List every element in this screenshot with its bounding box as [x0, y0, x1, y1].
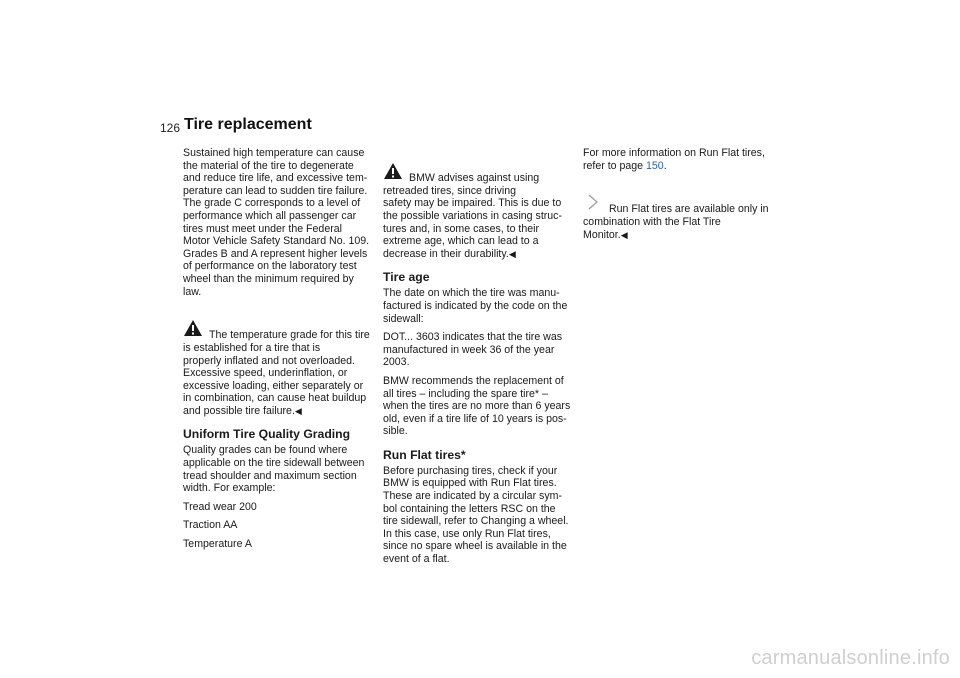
replacement-paragraph: BMW recommends the replacement of all tires – including the spare tire* – when the tires are no more than 6 years old, even if a tire life of 10 years is pos- sible.	[383, 374, 571, 438]
page-title: Tire replacement	[184, 116, 312, 133]
temperature-paragraph: Sustained high temperature can cause the material of the tire to degenerate and reduce tire life, and excessive tem- perature can lead to sudden tire failure. The grade C corresponds to a level of performance which all passenger car tires must meet under the Federal Motor Vehicle Safety Standard No. 109. Grades B and A represent higher levels of performance on the laboratory test wheel than the minimum required by law.	[183, 147, 370, 298]
example-tread-wear: Tread wear 200	[183, 500, 257, 513]
more-info-text: For more information on Run Flat tires, refer to page	[583, 147, 765, 172]
end-mark: ◀	[508, 248, 516, 259]
tire-age-paragraph: The date on which the tire was manu- factured is indicated by the code on the sidewall:	[383, 287, 568, 325]
info-text: Run Flat tires are available only in combination with the Flat Tire Monitor.	[583, 203, 769, 241]
column-3	[583, 147, 779, 249]
section-heading-utqg: Uniform Tire Quality Grading	[183, 427, 351, 442]
page-link-150[interactable]: 150	[646, 159, 664, 172]
more-info-paragraph	[583, 147, 779, 172]
end-mark: ◀	[294, 405, 302, 416]
warning-triangle-icon	[183, 318, 203, 338]
page-number: 126	[160, 121, 181, 135]
dot-code-paragraph: DOT... 3603 indicates that the tire was manufactured in week 36 of the year 2003.	[383, 331, 563, 369]
column-1	[183, 147, 379, 557]
temperature-warning-note	[183, 304, 379, 417]
warning-text: BMW advises against using retreaded tires, since driving safety may be impaired. This is due to the possible variations in casing struc- tures and, in some cases, to their extreme age, which can lead to a decrease in their durability.	[383, 172, 563, 260]
utqg-paragraph: Quality grades can be found where applicable on the tire sidewall between tread shoulder and maximum section width. For example:	[183, 444, 365, 495]
section-heading-tire-age: Tire age	[383, 270, 430, 285]
example-traction: Traction AA	[183, 519, 238, 532]
run-flat-info-note	[583, 178, 779, 241]
more-info-end: .	[663, 159, 667, 172]
column-2	[383, 147, 579, 572]
section-heading-run-flat: Run Flat tires*	[383, 447, 466, 462]
warning-text: The temperature grade for this tire is established for a tire that is properly inflated and not overloaded. Excessive speed, underinflation, or excessive loading, either separately or in combination, can cause heat buildup and possible tire failure.	[183, 329, 370, 417]
example-temperature: Temperature A	[183, 538, 252, 551]
arrow-info-icon	[583, 192, 603, 212]
run-flat-paragraph: Before purchasing tires, check if your BMW is equipped with Run Flat tires. These are indicated by a circular sym- bol containing the letters RSC on the tire sidewall, refer to Changing a wheel. In this case, use only Run Flat tires, since no spare wheel is available in the event of a flat.	[383, 464, 569, 566]
warning-triangle-icon	[383, 161, 403, 181]
end-mark: ◀	[620, 229, 628, 240]
watermark: carmanualsonline.info	[751, 647, 950, 669]
retreaded-warning-note	[383, 147, 579, 260]
